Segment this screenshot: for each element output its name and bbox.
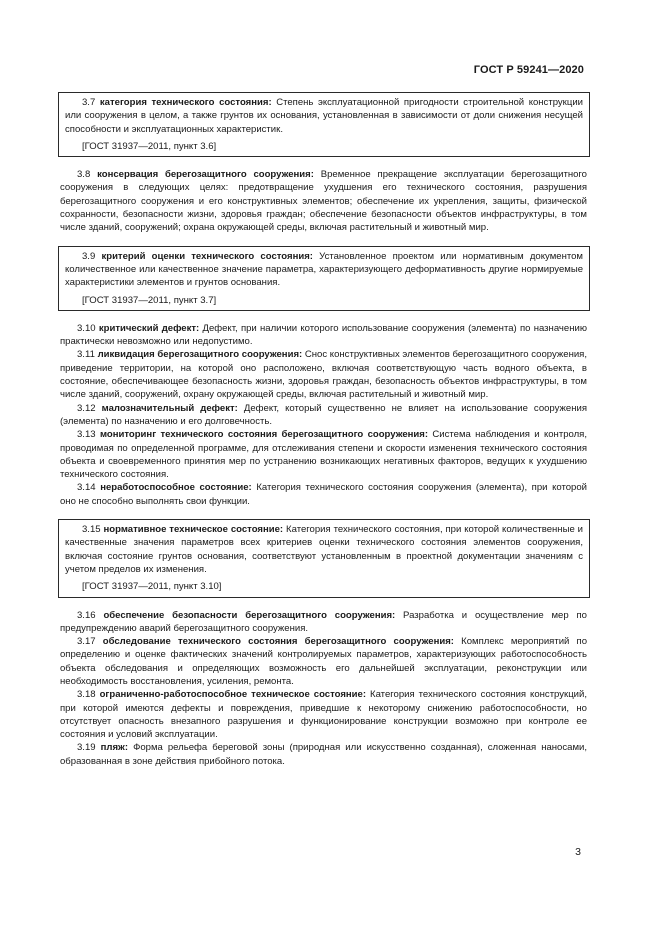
term-name: ограниченно-работоспособное техническое состояние: — [99, 689, 367, 701]
term-definition: Категория технического состояния конструкций, при которой имеются дефекты и повреждения, приведшие к некоторому снижению работоспособности, но отсутствует опасность внезапного разрушения и функционирование конструкции возможно при контроле ее состояния и условий эксплуатации. — [60, 689, 587, 741]
term-name: неработоспособное состояние: — [100, 482, 252, 494]
source-reference: [ГОСТ 31937—2011, пункт 3.6] — [82, 140, 217, 152]
term-name: нормативное техническое состояние: — [103, 524, 284, 536]
term-definition: Снос конструктивных элементов берегозащитного сооружения, приведение территории, на которой оно расположено, включая соответствующую часть водного объекта, в состояние, обеспечивающее безопасность жизни, здоровья граждан, безопасность объектов инфраструктуры, в том числе зданий, сооружений, охрану окружающей среды, включая растительный и животный мир. — [60, 349, 588, 401]
term-definition: Степень эксплуатационной пригодности строительной конструкции или сооружения в целом, а также грунтов их основания, установленная в зависимости от доли снижения несущей способности и эксплуатационных характеристик. — [65, 97, 583, 135]
term-definition: Категория технического состояния, при которой количественные и качественные значения параметров всех критериев оценки технического состояния элементов сооружения, включая состояние грунтов основания, соответствуют установленным в проектной документации значениям с учетом пределов их изменения. — [65, 524, 583, 575]
term-name: категория технического состояния: — [99, 97, 272, 108]
term-number: 3.9 — [82, 250, 96, 262]
term-number: 3.10 — [77, 322, 96, 334]
boxed-definition-3-7 — [58, 92, 590, 157]
definition-3-9 — [65, 250, 583, 290]
definition-3-15 — [65, 523, 583, 576]
boxed-definition-3-15 — [58, 519, 590, 597]
term-definition: Категория технического состояния сооружения (элемента), при которой оно не способно выполнять свои функции. — [60, 482, 587, 507]
term-number: 3.7 — [82, 97, 96, 108]
term-name: консервация берегозащитного сооружения: — [97, 169, 314, 181]
term-definition: Система наблюдения и контроля, проводимая по определенной программе, для отслеживания степени и скорости изменения технического состояния объекта и своевременного принятия мер по устранению возникающих негативных факторов, ведущих к ухудшению технического состояния. — [60, 429, 587, 481]
source-reference: [ГОСТ 31937—2011, пункт 3.7] — [82, 294, 217, 306]
term-number: 3.13 — [77, 429, 96, 441]
term-definition: Комплекс мероприятий по определению и оценке фактических значений контролируемых параметров, характеризующих работоспособность объекта обследования и определяющих возможность его дальнейшей эксплуатации, реконструкции или необходимость восстановления, усиления, ремонта. — [60, 636, 587, 687]
term-number: 3.15 — [82, 524, 101, 536]
term-number: 3.12 — [77, 402, 96, 414]
term-number: 3.14 — [77, 482, 96, 494]
definition-3-8 — [60, 168, 587, 234]
term-definition: Дефект, который существенно не влияет на использование сооружения (элемента) по назначению и его долговечность. — [60, 402, 587, 427]
term-definition: Форма рельефа береговой зоны (природная или искусственно созданная), сложенная наносами, образованная в зоне действия прибойного потока. — [60, 742, 587, 767]
term-number: 3.17 — [77, 636, 96, 648]
term-definition: Установленное проектом или нормативным документом количественное или качественное значение параметра, характеризующего деформативность другие нормируемые характеристики элементов и грунтов основания. — [65, 250, 583, 289]
document-number: ГОСТ Р 59241—2020 — [473, 64, 584, 76]
definition-3-17 — [60, 635, 587, 688]
term-name: пляж: — [100, 742, 129, 754]
term-number: 3.19 — [77, 742, 96, 754]
definition-3-16 — [60, 609, 587, 636]
term-name: критический дефект: — [98, 322, 200, 334]
term-number: 3.18 — [77, 689, 96, 701]
term-number: 3.11 — [77, 349, 95, 361]
term-number: 3.8 — [77, 169, 91, 181]
term-name: ликвидация берегозащитного сооружения: — [97, 349, 303, 361]
definition-3-7 — [65, 96, 583, 136]
definition-3-12 — [60, 402, 587, 429]
term-name: обеспечение безопасности берегозащитного сооружения: — [103, 609, 396, 621]
page-number: 3 — [575, 846, 581, 858]
boxed-definition-3-9 — [58, 246, 590, 311]
term-name: обследование технического состояния берегозащитного сооружения: — [102, 636, 454, 648]
document-body — [60, 92, 587, 768]
term-name: мониторинг технического состояния берегозащитного сооружения: — [99, 429, 429, 441]
definition-3-19 — [60, 741, 587, 768]
term-number: 3.16 — [77, 609, 96, 621]
term-definition: Дефект, при наличии которого использование сооружения (элемента) по назначению практически невозможно или недопустимо. — [60, 322, 587, 348]
definition-3-13 — [60, 428, 587, 481]
definition-3-14 — [60, 481, 587, 508]
term-definition: Временное прекращение эксплуатации берегозащитного сооружения в следующих целях: предотвращение ухудшения его технического состояния, разрушения берегозащитного сооружения и его конструктивных элементов; обеспечение их укрепления, защиты, физической сохранности, безопасности жизни, здоровья граждан; обеспечение безопасности объектов инфраструктуры, в том числе зданий, сооружений; охрана окружающей среды, включая растительный и животный мир. — [60, 169, 587, 234]
source-reference: [ГОСТ 31937—2011, пункт 3.10] — [82, 581, 222, 593]
term-name: критерий оценки технического состояния: — [101, 250, 313, 262]
definition-3-11 — [60, 348, 587, 401]
definition-3-18 — [60, 688, 587, 741]
definition-3-10 — [60, 322, 587, 349]
term-name: малозначительный дефект: — [101, 402, 238, 414]
term-definition: Разработка и осуществление мер по предупреждению аварий берегозащитного сооружения. — [60, 609, 587, 634]
